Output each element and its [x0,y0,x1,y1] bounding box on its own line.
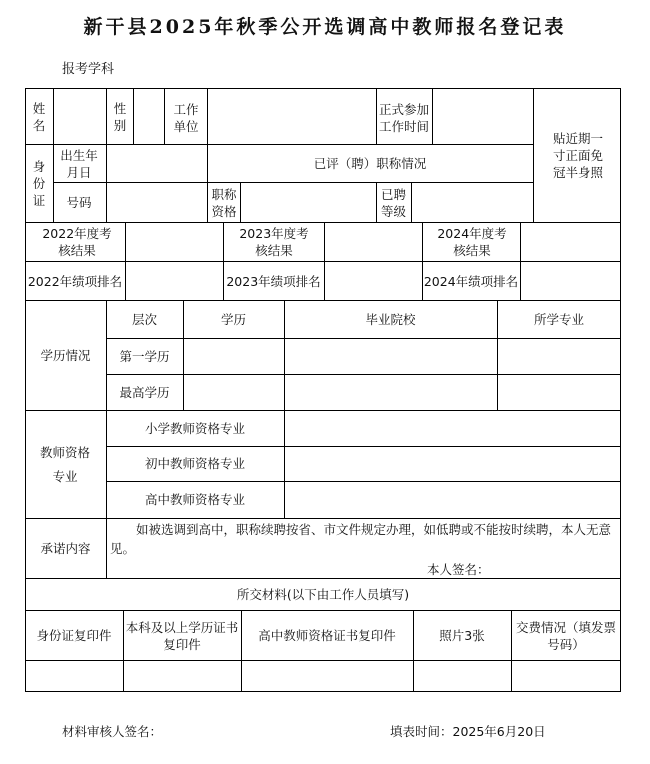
col-divider [133,88,134,144]
col-divider [511,610,512,692]
reviewer-signature-label: 材料审核人签名： [62,724,163,739]
assessment-2024-label: 2024年度考核结果 [437,226,507,258]
gender-label: 性别 [113,101,127,133]
assessment-2022-label: 2022年度考核结果 [42,226,112,258]
cert-copy-label: 高中教师资格证书复印件 [258,628,396,643]
first-degree-label: 第一学历 [119,348,170,364]
photo-placeholder: 贴近期一寸正面免冠半身照 [553,130,604,180]
col-divider [207,88,208,144]
col-divider [240,182,241,222]
edu-level-header: 层次 [131,311,157,327]
materials-header: 所交材料(以下由工作人员填写) [236,587,410,602]
fee-label: 交费情况（填发票号码） [515,619,616,652]
title-qual-label: 职称资格 [211,187,237,219]
highest-degree-label: 最高学历 [119,384,170,400]
rated-title-label: 已评（聘）职称情况 [313,155,427,171]
degree-copy-label: 本科及以上学历证书复印件 [125,619,239,652]
col-divider [125,222,126,300]
col-divider [520,222,521,300]
commitment-label: 承诺内容 [40,540,91,556]
ranking-2022-label: 2022年绩项排名 [27,273,123,289]
col-divider [53,88,54,222]
col-divider [411,182,412,222]
col-divider [376,182,377,222]
name-label: 姓名 [32,101,46,133]
edu-degree-header: 学历 [220,311,246,327]
col-divider [376,88,377,144]
row-divider [25,660,621,661]
col-divider [207,182,208,222]
edu-major-header: 所学专业 [533,311,584,327]
senior-cert-label: 高中教师资格专业 [144,492,245,507]
col-divider [533,88,534,222]
work-unit-label: 工作单位 [173,102,199,134]
row-divider [25,222,621,223]
form-title: 新干县2025年秋季公开选调高中教师报名登记表 [83,16,567,38]
row-divider [53,182,533,183]
fill-date: 填表时间：2025年6月20日 [390,724,546,739]
primary-cert-label: 小学教师资格专业 [144,420,245,436]
birth-label: 出生年月日 [60,148,98,180]
commitment-text: 如被选调到高中，职称续聘按省、市文件规定办理，如低聘或不能按时续聘，本人无意 [136,522,612,537]
col-divider [284,410,285,518]
education-section-label: 学历情况 [40,347,91,363]
col-divider [106,144,107,222]
row-divider [25,518,621,519]
commitment-text-end: 见。 [110,541,136,556]
teacher-cert-section-label: 教师资格专业 [39,445,90,484]
id-copy-label: 身份证复印件 [36,628,112,643]
col-divider [324,222,325,300]
signature-label: 本人签名： [427,562,490,577]
col-divider [106,88,107,144]
ranking-2024-label: 2024年绩项排名 [423,273,519,289]
col-divider [164,88,165,144]
assessment-2023-label: 2023年度考核结果 [239,226,309,258]
photos-label: 照片3张 [439,628,485,643]
ranking-2023-label: 2023年绩项排名 [226,273,321,289]
subject-label: 报考学科 [62,62,115,77]
edu-school-header: 毕业院校 [365,311,416,327]
work-start-label: 正式参加工作时间 [378,102,429,134]
id-number-label: 号码 [66,194,92,210]
col-divider [123,610,124,692]
hired-level-label: 已聘等级 [380,187,406,219]
col-divider [432,88,433,144]
id-card-label: 身份证 [32,158,46,208]
junior-cert-label: 初中教师资格专业 [144,456,245,471]
